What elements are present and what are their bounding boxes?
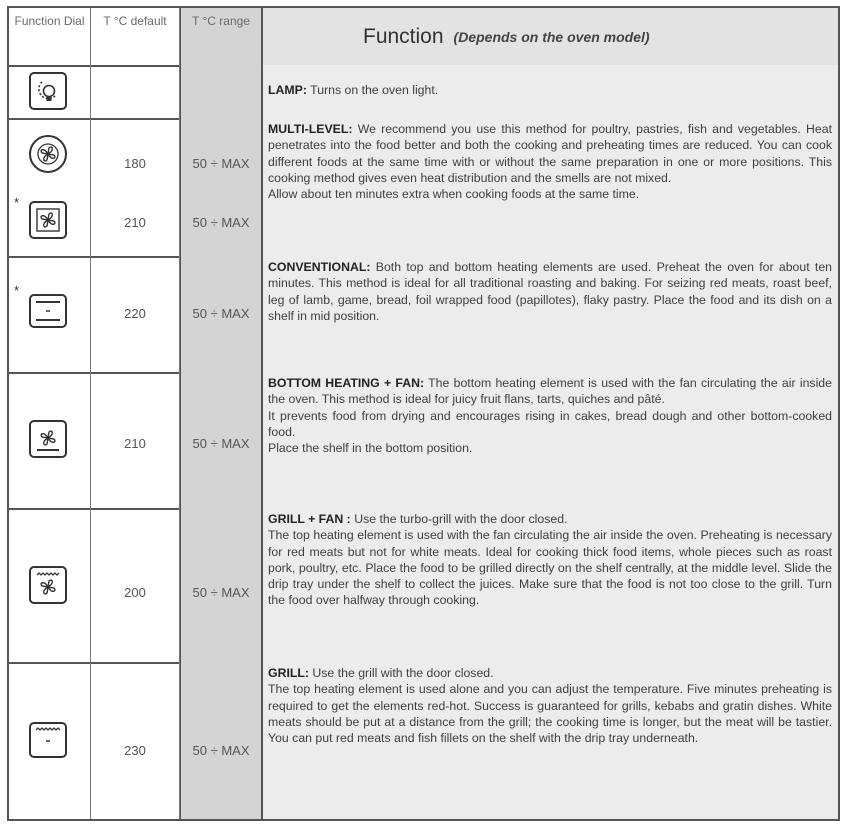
temp-range: 50 ÷ MAX (192, 306, 250, 321)
function-name: GRILL: (268, 666, 309, 680)
function-description: Place the shelf in the bottom position. (268, 441, 473, 456)
function-description: GRILL + FAN : Use the turbo-grill with the door closed. (268, 512, 568, 526)
conventional-top-bottom-icon (29, 294, 67, 328)
grill-fan-icon (29, 566, 67, 604)
function-name: GRILL + FAN : (268, 512, 351, 526)
header-function-title: Function (363, 24, 444, 48)
temp-range: 50 ÷ MAX (192, 215, 250, 230)
fan-icon (29, 135, 67, 173)
function-description: MULTI-LEVEL: We recommend you use this method for poultry, pastries, fish and vegetables. Heat penetrates into the food better and both the cooking and preheating times are reduced. You can cook different foods at the same time with or without the same preparation in one or more positions. This cooking method gives even heat distribution and the smells are not mixed. (268, 122, 832, 185)
function-description: Allow about ten minutes extra when cooking foods at the same time. (268, 187, 640, 202)
header-function-subtitle: (Depends on the oven model) (453, 28, 650, 45)
table-row-bottom-heating-fan (9, 372, 838, 510)
function-description: CONVENTIONAL: Both top and bottom heating elements are used. Preheat the oven for about ten minutes. This method is ideal for all traditional roasting and baking. For seizing red meats, roast beef, leg of lamb, game, bread, foil wrapped food (papillotes), flaky pastry. Place the food and its dish on a shelf in mid position. (268, 260, 832, 323)
function-description: GRILL: Use the grill with the door closed. (268, 666, 494, 680)
function-name: MULTI-LEVEL: (268, 122, 353, 136)
default-temp: 230 (124, 743, 146, 758)
table-row-multi-level (9, 118, 838, 258)
table-row-conventional (9, 256, 838, 374)
function-description: It prevents food from drying and encourages rising in cakes, bread dough and other bottom-cooked food. (268, 408, 832, 439)
default-temp: 220 (124, 306, 146, 321)
table-header-row (9, 8, 838, 67)
grill-icon (29, 722, 67, 758)
default-temp: 200 (124, 585, 146, 600)
lamp-icon (29, 72, 67, 110)
header-temp-range: T °C range (180, 8, 263, 65)
function-description: The top heating element is used alone and you can adjust the temperature. Five minutes preheating is required to get the elements red-hot. Success is guaranteed for grills, kebabs and gratin dishes. White meats should be put at a distance from the grill; the cooking time is longer, but the meat will be tastier. You can put red meats and fish fillets on the shelf with the drip tray underneath. (268, 682, 832, 746)
header-function (263, 8, 838, 65)
bottom-heating-fan-icon (29, 420, 67, 458)
temp-range: 50 ÷ MAX (192, 436, 250, 451)
table-row-lamp (9, 65, 838, 120)
function-description: LAMP: Turns on the oven light. (268, 83, 439, 97)
default-temp: 210 (124, 436, 146, 451)
default-temp: 210 (124, 215, 146, 230)
header-default-temp: T °C default (91, 8, 180, 65)
availability-star: * (14, 195, 20, 210)
default-temp: 180 (124, 156, 146, 171)
function-name: BOTTOM HEATING + FAN: (268, 376, 425, 390)
fan-with-ring-element-icon (29, 201, 67, 239)
header-function-dial: Function Dial (9, 8, 91, 65)
temp-range: 50 ÷ MAX (192, 156, 250, 171)
table-row-grill (9, 662, 838, 819)
function-name: CONVENTIONAL: (268, 260, 371, 274)
availability-star: * (14, 283, 20, 298)
function-description: The top heating element is used with the fan circulating the air inside the oven. Preheating is necessary for red meats but not for white meats. Ideal for cooking thick food items, whole pieces such as roast pork, poultry, etc. Place the food to be grilled directly on the shelf centrally, at the middle level. Slide the drip tray under the shelf to collect the juices. Make sure that the food is not too close to the grill. Turn the food over halfway through cooking. (268, 528, 832, 608)
table-row-grill-fan (9, 508, 838, 664)
temp-range: 50 ÷ MAX (192, 585, 250, 600)
function-name: LAMP: (268, 83, 307, 97)
function-description: BOTTOM HEATING + FAN: The bottom heating element is used with the fan circulating the air inside the oven. This method is ideal for juicy fruit flans, tarts, quiches and pâté. (268, 376, 832, 407)
temp-range: 50 ÷ MAX (192, 743, 250, 758)
oven-functions-table (7, 6, 840, 821)
